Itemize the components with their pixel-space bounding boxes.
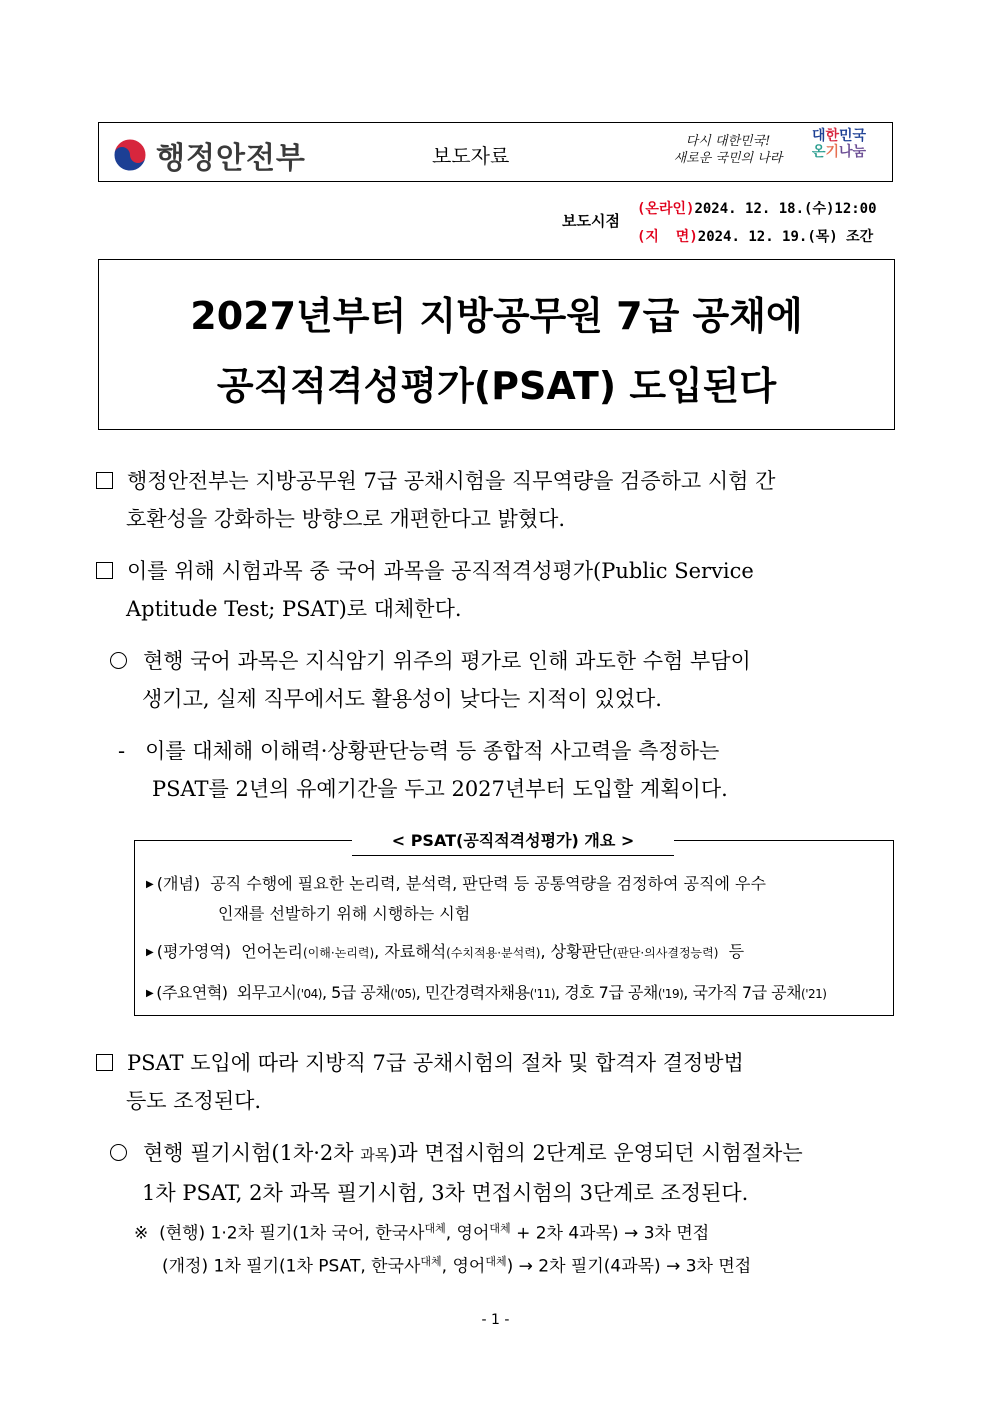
- dash-bullet: -: [118, 739, 126, 763]
- area-name: 자료해석: [384, 942, 447, 961]
- ministry-logo: [112, 133, 306, 177]
- note-text: , 영어: [441, 1256, 486, 1277]
- area-note: (이해·논리력): [303, 946, 375, 960]
- brand-char: 기: [825, 144, 839, 160]
- area-note: (수치적용·분석력): [446, 946, 541, 960]
- history-item: 5급 공채: [331, 983, 391, 1002]
- page-number: - 1 -: [481, 1312, 510, 1328]
- paragraph-text: 이를 위해 시험과목 중 국어 과목을 공직적격성평가(Public Service: [127, 559, 754, 583]
- circle-bullet-icon: [110, 652, 127, 669]
- history-year: ('04): [296, 987, 322, 1001]
- psat-areas: ▶ (평가영역) 언어논리(이해·논리력), 자료해석(수치적용·분석력), 상황판단(판단·의사결정능력) 등: [146, 942, 745, 961]
- note-sup: 대체: [424, 1222, 446, 1235]
- paragraph-text: 이를 대체해 이해력·상황판단능력 등 종합적 사고력을 측정하는: [145, 739, 720, 763]
- paragraph-text: 1차 PSAT, 2차 과목 필기시험, 3차 면접시험의 3단계로 조정된다.: [142, 1181, 749, 1205]
- headline-line-1: 2027년부터 지방공무원 7급 공채에: [190, 294, 803, 338]
- item-text: 공직 수행에 필요한 논리력, 분석력, 판단력 등 공통역량을 검정하여 공직에 우수: [210, 874, 766, 893]
- triangle-bullet-icon: ▶: [146, 988, 154, 999]
- paragraph-1: [96, 462, 896, 538]
- paragraph-2: [96, 552, 896, 628]
- note-text: 1·2차 필기(1차 국어, 한국사: [210, 1223, 425, 1244]
- note-sup: 대체: [485, 1255, 507, 1268]
- note-current: [134, 1214, 709, 1249]
- note-text: , 영어: [445, 1223, 490, 1244]
- doc-type-label: 보도자료: [432, 144, 510, 168]
- note-sup: 대체: [489, 1222, 511, 1235]
- area-name: 언어논리: [241, 942, 304, 961]
- triangle-bullet-icon: ▶: [146, 879, 154, 890]
- paragraph-text: 현행 필기시험(1차·2차: [143, 1141, 361, 1165]
- history-item: 경호 7급 공채: [564, 983, 658, 1002]
- paragraph-text: PSAT 도입에 따라 지방직 7급 공채시험의 절차 및 합격자 결정방법: [127, 1051, 744, 1075]
- paragraph-text: Aptitude Test; PSAT)로 대체한다.: [126, 597, 462, 621]
- slogan: [668, 133, 788, 167]
- note-mark: ※: [134, 1223, 149, 1244]
- paragraph-text: 생기고, 실제 직무에서도 활용성이 낮다는 지적이 있었다.: [142, 687, 662, 711]
- paragraph-text: 행정안전부는 지방공무원 7급 공채시험을 직무역량을 검증하고 시험 간: [127, 469, 776, 493]
- paragraph-text: PSAT를 2년의 유예기간을 두고 2027년부터 도입할 계획이다.: [152, 777, 728, 801]
- paragraph-text: 현행 국어 과목은 지식암기 위주의 평가로 인해 과도한 수험 부담이: [143, 649, 751, 673]
- brand-char: 민국: [839, 128, 867, 144]
- brand-char: 나눔: [839, 144, 867, 160]
- item-label: (주요연혁): [156, 983, 228, 1002]
- item-text: 등: [728, 942, 745, 961]
- triangle-bullet-icon: ▶: [146, 947, 154, 958]
- release-print: [637, 226, 873, 246]
- release-online: [637, 198, 877, 218]
- release-time-label: 보도시점: [562, 212, 620, 230]
- psat-history: ▶ (주요연혁) 외무고시('04), 5급 공채('05), 민간경력자채용('11), 경호 7급 공채('19), 국가직 7급 공채('21): [146, 983, 827, 1002]
- paragraph-text: )과 면접시험의 2단계로 운영되던 시험절차는: [389, 1141, 803, 1165]
- note-label: (현행): [159, 1223, 206, 1244]
- history-year: ('11): [529, 987, 556, 1001]
- online-time: 2024. 12. 18.(수)12:00: [694, 201, 877, 217]
- slogan-line-2: 새로운 국민의 나라: [673, 151, 783, 166]
- brand-char: 온: [811, 144, 826, 160]
- online-tag: (온라인): [637, 201, 695, 217]
- paragraph-text: 호환성을 강화하는 방향으로 개편한다고 밝혔다.: [126, 507, 566, 531]
- psat-concept: [146, 869, 886, 902]
- print-tag: (지 면): [637, 229, 698, 245]
- history-year: ('05): [390, 987, 416, 1001]
- note-text: 1차 필기(1차 PSAT, 한국사: [213, 1256, 421, 1277]
- note-sup: 대체: [420, 1255, 442, 1268]
- item-label: (개념): [156, 874, 201, 893]
- slogan-line-1: 다시 대한민국!: [685, 134, 771, 149]
- note-label: (개정): [162, 1256, 209, 1277]
- paragraph-text-small: 과목: [360, 1146, 390, 1164]
- headline-line-2: 공직적격성평가(PSAT) 도입된다: [216, 364, 777, 408]
- history-year: ('19): [657, 987, 684, 1001]
- brand-char: 대: [811, 128, 826, 144]
- square-bullet-icon: [96, 562, 113, 579]
- taegeuk-emblem-icon: [112, 137, 148, 173]
- area-name: 상황판단: [550, 942, 613, 961]
- paragraph-4: [118, 732, 896, 808]
- item-label: (평가영역): [156, 942, 232, 961]
- paragraph-3: [110, 642, 896, 718]
- history-item: 국가직 7급 공채: [692, 983, 802, 1002]
- print-time: 2024. 12. 19.(목) 조간: [697, 229, 874, 245]
- history-year: ('21): [801, 987, 827, 1001]
- history-item: 외무고시: [236, 983, 297, 1002]
- note-text: + 2차 4과목) → 3차 면접: [510, 1223, 710, 1244]
- psat-concept-cont: 인재를 선발하기 위해 시행하는 시험: [218, 904, 471, 923]
- square-bullet-icon: [96, 1054, 113, 1071]
- brand-mark: [800, 128, 878, 160]
- paragraph-6: [110, 1134, 896, 1212]
- paragraph-5: [96, 1044, 896, 1120]
- square-bullet-icon: [96, 472, 113, 489]
- area-note: (판단·의사결정능력): [612, 946, 719, 960]
- paragraph-text: 등도 조정된다.: [126, 1089, 262, 1113]
- history-item: 민간경력자채용: [424, 983, 530, 1002]
- brand-char: 한: [825, 128, 839, 144]
- ministry-name: 행정안전부: [156, 141, 306, 176]
- note-revised: [162, 1247, 751, 1282]
- circle-bullet-icon: [110, 1144, 127, 1161]
- psat-box-title: < PSAT(공직적격성평가) 개요 >: [352, 828, 674, 856]
- note-text: ) → 2차 필기(4과목) → 3차 면접: [506, 1256, 752, 1277]
